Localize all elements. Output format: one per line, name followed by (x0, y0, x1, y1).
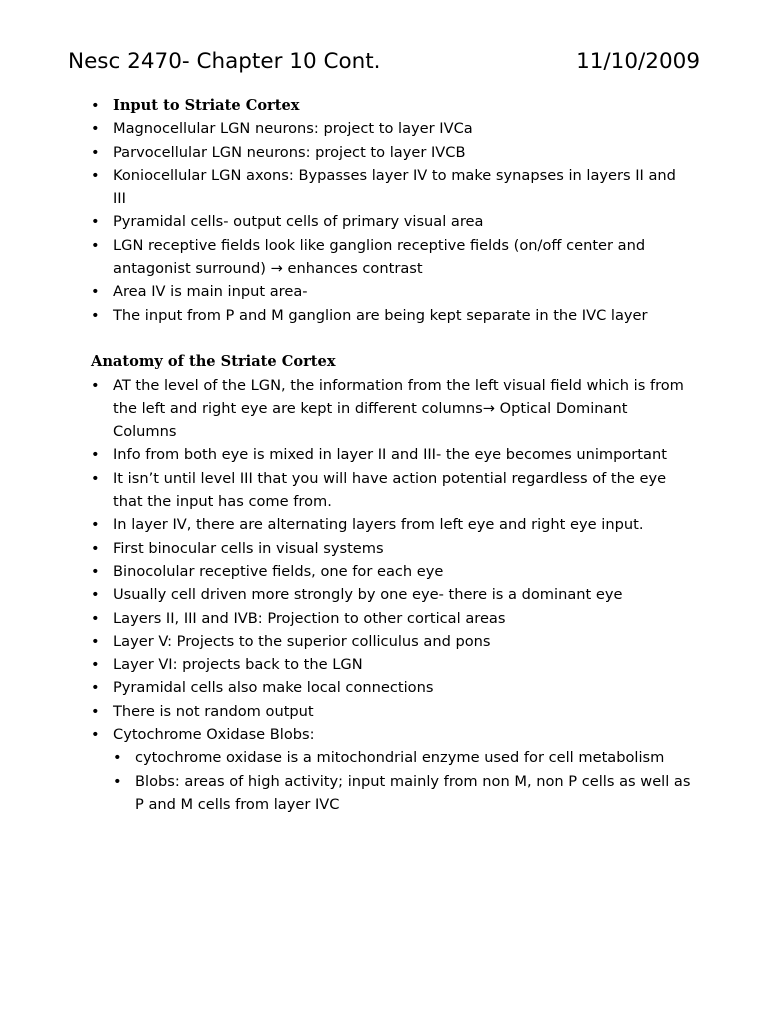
list-item: • Magnocellular LGN neurons: project to layer IVCa (91, 117, 691, 140)
blobs-sublist (113, 746, 691, 816)
section-anatomy-heading: Anatomy of the Striate Cortex (91, 353, 336, 371)
list-item: • LGN receptive fields look like ganglion receptive fields (on/off center and antagonist surround) → enhances contrast (91, 234, 691, 281)
list-item: • Layer VI: projects back to the LGN (91, 653, 691, 676)
list-item: • Usually cell driven more strongly by one eye- there is a dominant eye (91, 583, 691, 606)
list-item: • The input from P and M ganglion are being kept separate in the IVC layer (91, 304, 691, 327)
list-item: • Pyramidal cells- output cells of primary visual area (91, 210, 691, 233)
list-item: • Binocolular receptive fields, one for each eye (91, 560, 691, 583)
section-input-heading: Input to Striate Cortex (113, 97, 300, 114)
page-title: Nesc 2470- Chapter 10 Cont. (68, 49, 381, 74)
list-item: • Layers II, III and IVB: Projection to other cortical areas (91, 607, 691, 630)
page-date: 11/10/2009 (576, 49, 700, 74)
list-item: • First binocular cells in visual systems (91, 537, 691, 560)
page-header (68, 45, 700, 79)
list-item: • Parvocellular LGN neurons: project to layer IVCB (91, 141, 691, 164)
sublist-item: • cytochrome oxidase is a mitochondrial enzyme used for cell metabolism (113, 746, 691, 769)
list-item: • It isn’t until level III that you will have action potential regardless of the eye that the input has come from. (91, 467, 691, 514)
list-item: • There is not random output (91, 700, 691, 723)
section-anatomy-list (91, 374, 691, 747)
section-input-list (91, 94, 691, 327)
list-item: • Koniocellular LGN axons: Bypasses layer IV to make synapses in layers II and III (91, 164, 691, 211)
sublist-item: • Blobs: areas of high activity; input mainly from non M, non P cells as well as P and M cells from layer IVC (113, 770, 691, 817)
list-item: • Area IV is main input area- (91, 280, 691, 303)
list-item: • Info from both eye is mixed in layer II and III- the eye becomes unimportant (91, 443, 691, 466)
notes-body (91, 94, 691, 816)
list-item: • Pyramidal cells also make local connections (91, 676, 691, 699)
list-item (91, 94, 691, 117)
list-item: • AT the level of the LGN, the information from the left visual field which is from the left and right eye are kept in different columns→ Optical Dominant Columns (91, 374, 691, 444)
list-item: • Cytochrome Oxidase Blobs: (91, 723, 691, 746)
list-item: • In layer IV, there are alternating layers from left eye and right eye input. (91, 513, 691, 536)
list-item: • Layer V: Projects to the superior colliculus and pons (91, 630, 691, 653)
